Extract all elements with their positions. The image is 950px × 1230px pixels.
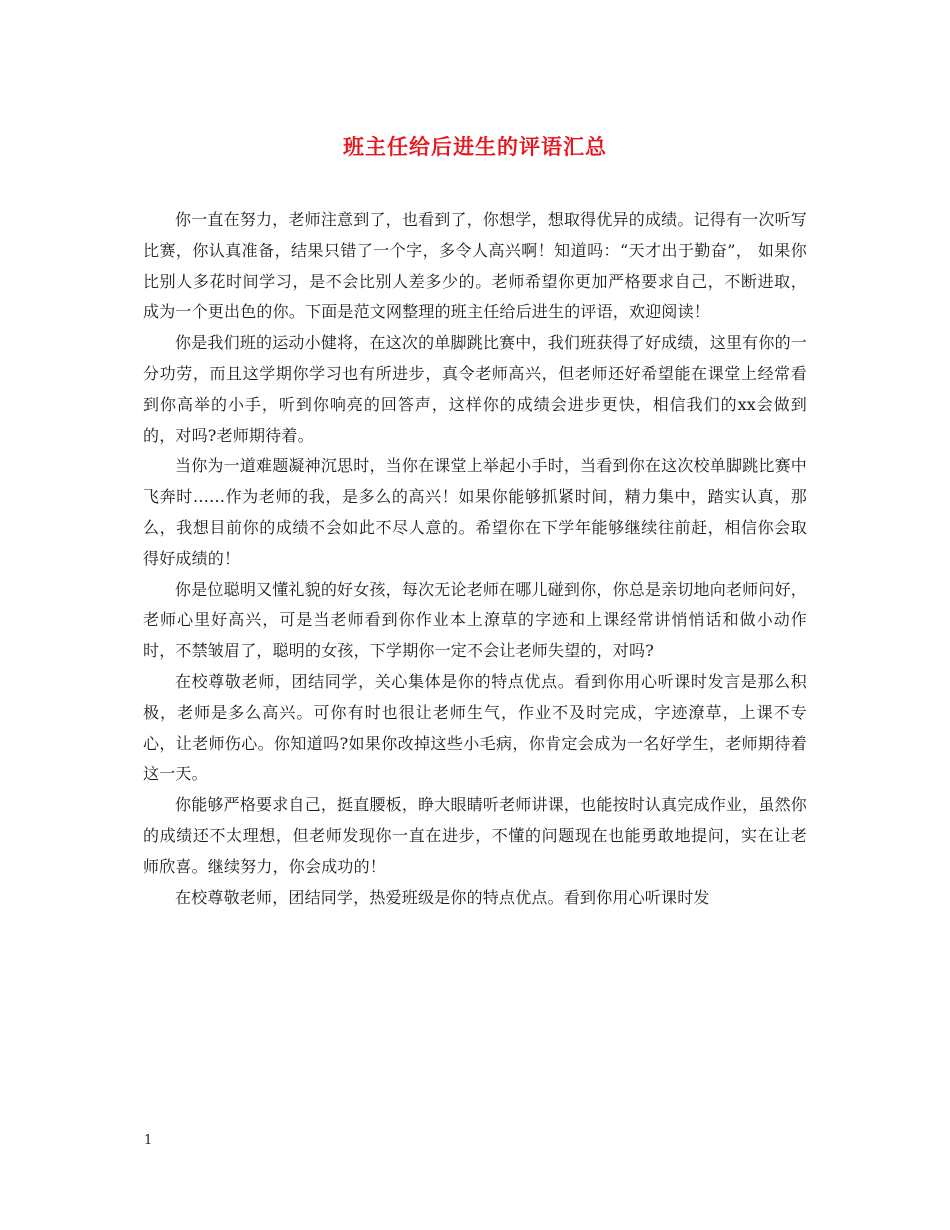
paragraph-comment-2: 当你为一道难题凝神沉思时，当你在课堂上举起小手时，当看到你在这次校单脚跳比赛中飞奔时……作为老师的我，是多么的高兴！如果你能够抓紧时间，精力集中，踏实认真，那么，我想目前你的成绩不会如此不尽人意的。希望你在下学年能够继续往前赶，相信你会取得好成绩的！	[143, 456, 807, 568]
paragraph-comment-6: 在校尊敬老师，团结同学，热爱班级是你的特点优点。看到你用心听课时发	[175, 887, 710, 907]
paragraph-comment-3: 你是位聪明又懂礼貌的好女孩，每次无论老师在哪儿碰到你，你总是亲切地向老师问好，老师心里好高兴，可是当老师看到你作业本上潦草的字迹和上课经常讲悄悄话和做小动作时，不禁皱眉了，聪明的女孩，下学期你一定不会让老师失望的，对吗?	[143, 579, 807, 661]
paragraph-comment-1: 你是我们班的运动小健将，在这次的单脚跳比赛中，我们班获得了好成绩，这里有你的一分功劳，而且这学期你学习也有所进步，真令老师高兴，但老师还好希望能在课堂上经常看到你高举的小手，听到你响亮的回答声，这样你的成绩会进步更快，相信我们的xx会做到的，对吗?老师期待着。	[143, 333, 807, 445]
paragraph-comment-5: 你能够严格要求自己，挺直腰板，睁大眼睛听老师讲课，也能按时认真完成作业，虽然你的成绩还不太理想，但老师发现你一直在进步，不懂的问题现在也能勇敢地提问，实在让老师欣喜。继续努力，你会成功的！	[143, 795, 807, 876]
document-title: 班主任给后进生的评语汇总	[343, 134, 607, 159]
paragraph-intro: 你一直在努力，老师注意到了，也看到了，你想学，想取得优异的成绩。记得有一次听写比赛，你认真准备，结果只错了一个字，多令人高兴啊！知道吗：“天才出于勤奋”， 如果你比别人多花时间学习，是不会比别人差多少的。老师希望你更加严格要求自己，不断进取，成为一个更出色的你。下面是范文网整理的班主任给后进生的评语，欢迎阅读！	[143, 210, 807, 322]
page-number: 1	[144, 1133, 153, 1148]
document-body	[143, 205, 807, 913]
paragraph-comment-4: 在校尊敬老师，团结同学，关心集体是你的特点优点。看到你用心听课时发言是那么积极，老师是多么高兴。可你有时也很让老师生气，作业不及时完成，字迹潦草，上课不专心，让老师伤心。你知道吗?如果你改掉这些小毛病，你肯定会成为一名好学生，老师期待着这一天。	[143, 671, 807, 784]
